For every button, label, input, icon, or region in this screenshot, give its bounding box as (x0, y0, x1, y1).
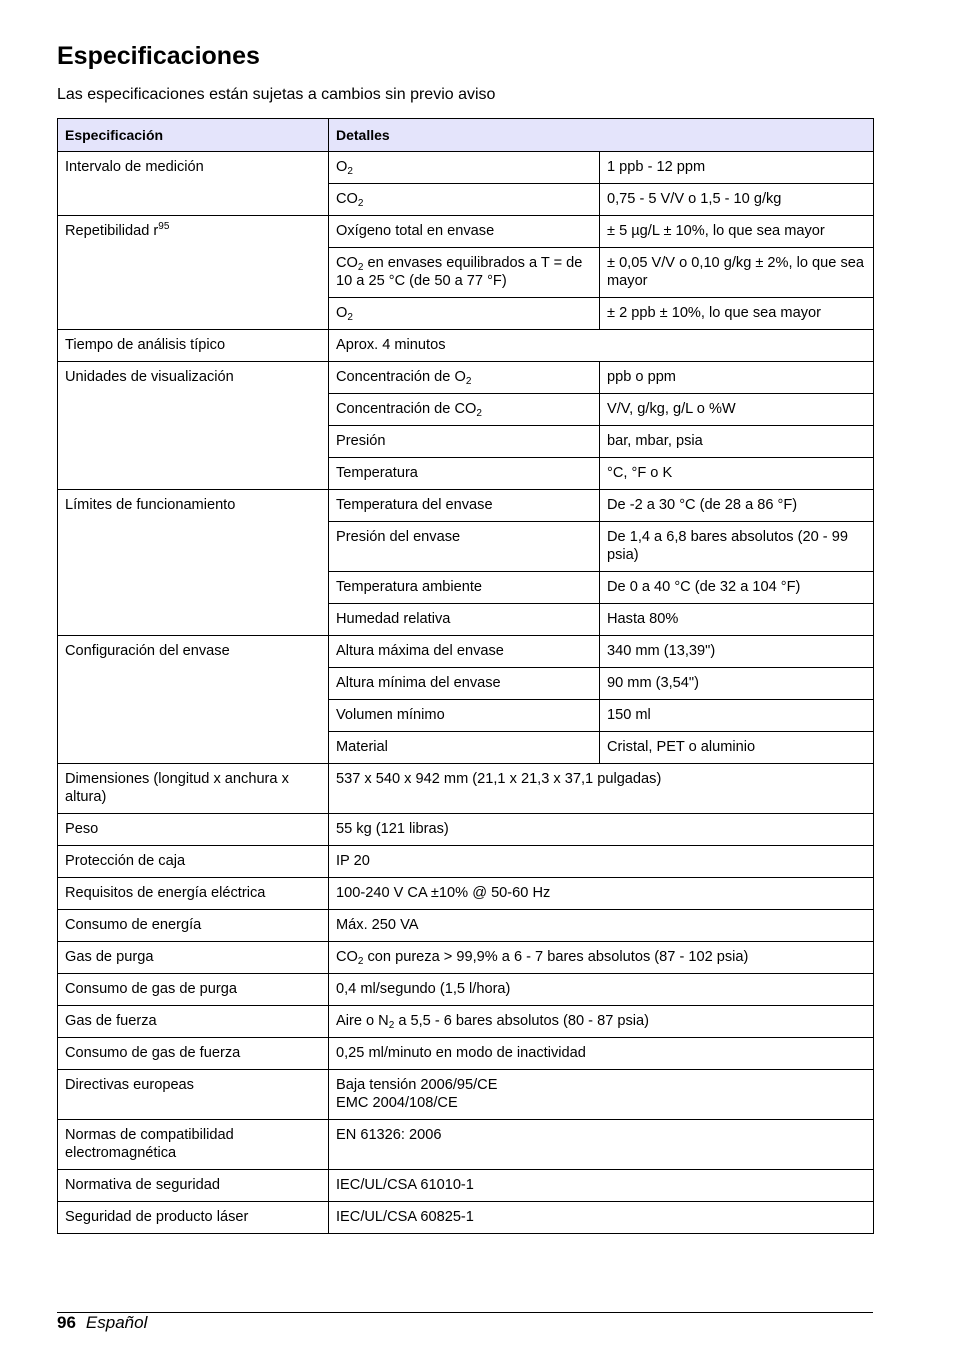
spec-label: Configuración del envase (58, 636, 329, 764)
spec-label: Consumo de gas de fuerza (58, 1038, 329, 1070)
spec-value: IEC/UL/CSA 60825-1 (329, 1202, 874, 1234)
spec-value: IEC/UL/CSA 61010-1 (329, 1170, 874, 1202)
param-value: ± 5 µg/L ± 10%, lo que sea mayor (600, 216, 874, 248)
param-label: $CO_2$ en envases equilibrados a T = de 10 a 25 °C (de 50 a 77 °F) (329, 248, 600, 298)
param-label: Presión del envase (329, 522, 600, 572)
param-label: Altura máxima del envase (329, 636, 600, 668)
table-row (58, 764, 874, 814)
table-row (58, 362, 874, 394)
param-value: ± 2 ppb ± 10%, lo que sea mayor (600, 298, 874, 330)
spec-value: EN 61326: 2006 (329, 1120, 874, 1170)
param-value: Hasta 80% (600, 604, 874, 636)
spec-label: Normativa de seguridad (58, 1170, 329, 1202)
spec-label: Unidades de visualización (58, 362, 329, 490)
spec-label: Consumo de energía (58, 910, 329, 942)
spec-label: Dimensiones (longitud x anchura x altura) (58, 764, 329, 814)
param-label: Temperatura (329, 458, 600, 490)
spec-value: $CO_2$ con pureza > 99,9% a 6 - 7 bares absolutos (87 - 102 psia) (329, 942, 874, 974)
spec-label: Protección de caja (58, 846, 329, 878)
param-label: Presión (329, 426, 600, 458)
table-row (58, 490, 874, 522)
param-label: $O_2$ (329, 152, 600, 184)
spec-label: Gas de purga (58, 942, 329, 974)
param-value: ± 0,05 V/V o 0,10 g/kg ± 2%, lo que sea mayor (600, 248, 874, 298)
param-label: Temperatura ambiente (329, 572, 600, 604)
spec-value: 55 kg (121 libras) (329, 814, 874, 846)
param-value: bar, mbar, psia (600, 426, 874, 458)
param-label: Temperatura del envase (329, 490, 600, 522)
param-label: $CO_2$ (329, 184, 600, 216)
spec-label: Repetibilidad $r^{95}$ (58, 216, 329, 330)
footer-language: Español (85, 1313, 148, 1332)
table-row (58, 846, 874, 878)
param-value: V/V, g/kg, g/L o %W (600, 394, 874, 426)
table-header-row (58, 119, 874, 152)
param-value: De -2 a 30 °C (de 28 a 86 °F) (600, 490, 874, 522)
param-label: Humedad relativa (329, 604, 600, 636)
table-row (58, 330, 874, 362)
table-row (58, 1006, 874, 1038)
param-label: Concentración de $O_2$ (329, 362, 600, 394)
specifications-table (57, 118, 874, 1234)
param-value: De 1,4 a 6,8 bares absolutos (20 - 99 psia) (600, 522, 874, 572)
spec-value: Aire o $N_2$ a 5,5 - 6 bares absolutos (80 - 87 psia) (329, 1006, 874, 1038)
spec-label: Consumo de gas de purga (58, 974, 329, 1006)
spec-value: 100-240 V CA ±10% @ 50-60 Hz (329, 878, 874, 910)
spec-value: Aprox. 4 minutos (329, 330, 874, 362)
spec-label: Requisitos de energía eléctrica (58, 878, 329, 910)
page-title: Especificaciones (57, 42, 260, 70)
param-label: Oxígeno total en envase (329, 216, 600, 248)
param-label: Volumen mínimo (329, 700, 600, 732)
param-label: $O_2$ (329, 298, 600, 330)
header-details: Detalles (329, 119, 874, 152)
spec-value: 0,25 ml/minuto en modo de inactividad (329, 1038, 874, 1070)
param-value: 1 ppb - 12 ppm (600, 152, 874, 184)
table-row (58, 814, 874, 846)
spec-label: Límites de funcionamiento (58, 490, 329, 636)
param-value: °C, °F o K (600, 458, 874, 490)
param-value: Cristal, PET o aluminio (600, 732, 874, 764)
param-value: ppb o ppm (600, 362, 874, 394)
page-number: 96 (57, 1313, 76, 1332)
spec-label: Gas de fuerza (58, 1006, 329, 1038)
page-subtitle: Las especificaciones están sujetas a cambios sin previo aviso (57, 86, 496, 103)
param-value: De 0 a 40 °C (de 32 a 104 °F) (600, 572, 874, 604)
spec-label: Tiempo de análisis típico (58, 330, 329, 362)
spec-label: Normas de compatibilidad electromagnética (58, 1120, 329, 1170)
spec-label: Peso (58, 814, 329, 846)
spec-value: 0,4 ml/segundo (1,5 l/hora) (329, 974, 874, 1006)
table-row (58, 1170, 874, 1202)
spec-label: Intervalo de medición (58, 152, 329, 216)
table-row (58, 1038, 874, 1070)
table-row (58, 1120, 874, 1170)
header-specification: Especificación (58, 119, 329, 152)
table-row (58, 636, 874, 668)
table-row (58, 152, 874, 184)
table-row (58, 910, 874, 942)
spec-label: Seguridad de producto láser (58, 1202, 329, 1234)
param-label: Altura mínima del envase (329, 668, 600, 700)
param-label: Concentración de $CO_2$ (329, 394, 600, 426)
table-row (58, 942, 874, 974)
spec-label: Directivas europeas (58, 1070, 329, 1120)
param-value: 340 mm (13,39") (600, 636, 874, 668)
param-value: 150 ml (600, 700, 874, 732)
spec-value: IP 20 (329, 846, 874, 878)
table-row (58, 878, 874, 910)
param-label: Material (329, 732, 600, 764)
table-row (58, 1202, 874, 1234)
table-row (58, 974, 874, 1006)
table-row (58, 216, 874, 248)
spec-value: Baja tensión 2006/95/CE EMC 2004/108/CE (329, 1070, 874, 1120)
table-row (58, 1070, 874, 1120)
page-footer (57, 1313, 147, 1333)
spec-value: 537 x 540 x 942 mm (21,1 x 21,3 x 37,1 pulgadas) (329, 764, 874, 814)
spec-value: Máx. 250 VA (329, 910, 874, 942)
param-value: 0,75 - 5 V/V o 1,5 - 10 g/kg (600, 184, 874, 216)
param-value: 90 mm (3,54") (600, 668, 874, 700)
footer-divider (57, 1312, 873, 1313)
